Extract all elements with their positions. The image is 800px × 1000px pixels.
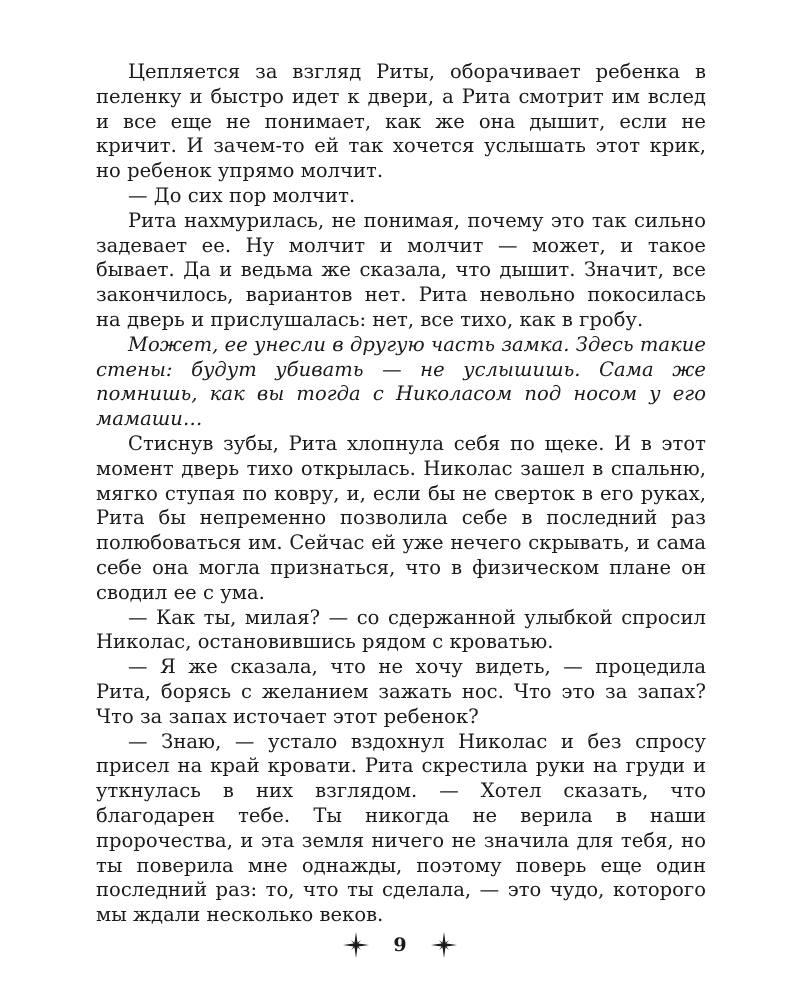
paragraph-8: — Знаю, — устало вздохнул Николас и без спросу присел на край кровати. Рита скрестила руки на груди и уткнулась в них взглядом. — Хотел сказать, что благодарен тебе. Ты никогда не верила в наши пророчества, и эта земля ничего не значила для тебя, но ты поверила мне однажды, поэтому поверь еще один последний раз: то, что ты сделала, — это чудо, которого мы ждали несколько веков.	[96, 729, 706, 927]
page-footer	[0, 930, 800, 960]
paragraph-2: — До сих пор молчит.	[128, 183, 356, 207]
paragraph-7: — Я же сказала, что не хочу видеть, — процедила Рита, борясь с желанием зажать нос. Что это за запах? Что за запах источает этот ребенок?	[96, 655, 706, 728]
star-ornament-icon	[343, 932, 369, 958]
paragraph-4-italic: Может, ее унесли в другую часть замка. Здесь такие стены: будут убивать — не услышишь. Сама же помнишь, как вы тогда с Николасом под носом у его мамаши…	[96, 332, 706, 431]
page-body	[96, 60, 706, 928]
paragraph-1: Цепляется за взгляд Риты, оборачивает ребенка в пеленку и быстро идет к двери, а Рита смотрит им вслед и все еще не понимает, как же она дышит, если не кричит. И зачем-то ей так хочется услышать этот крик, но ребенок упрямо молчит.	[96, 60, 706, 183]
paragraph-5: Стиснув зубы, Рита хлопнула себя по щеке. И в этот момент дверь тихо открылась. Николас зашел в спальню, мягко ступая по ковру, и, если бы не сверток в его руках, Рита бы непременно позволила себе в последний раз полюбоваться им. Сейчас ей уже нечего скрывать, и сама себе она могла признаться, что в физическом плане он сводил ее с ума.	[96, 431, 706, 604]
page-number: 9	[393, 934, 407, 956]
paragraph-3: Рита нахмурилась, не понимая, почему это так сильно задевает ее. Ну молчит и молчит — может, и такое бывает. Да и ведьма же сказала, что дышит. Значит, все закончилось, вариантов нет. Рита невольно покосилась на дверь и прислушалась: нет, все тихо, как в гробу.	[96, 208, 706, 331]
star-ornament-icon	[431, 932, 457, 958]
paragraph-6: — Как ты, милая? — со сдержанной улыбкой спросил Николас, остановившись рядом с кроватью.	[96, 605, 706, 654]
